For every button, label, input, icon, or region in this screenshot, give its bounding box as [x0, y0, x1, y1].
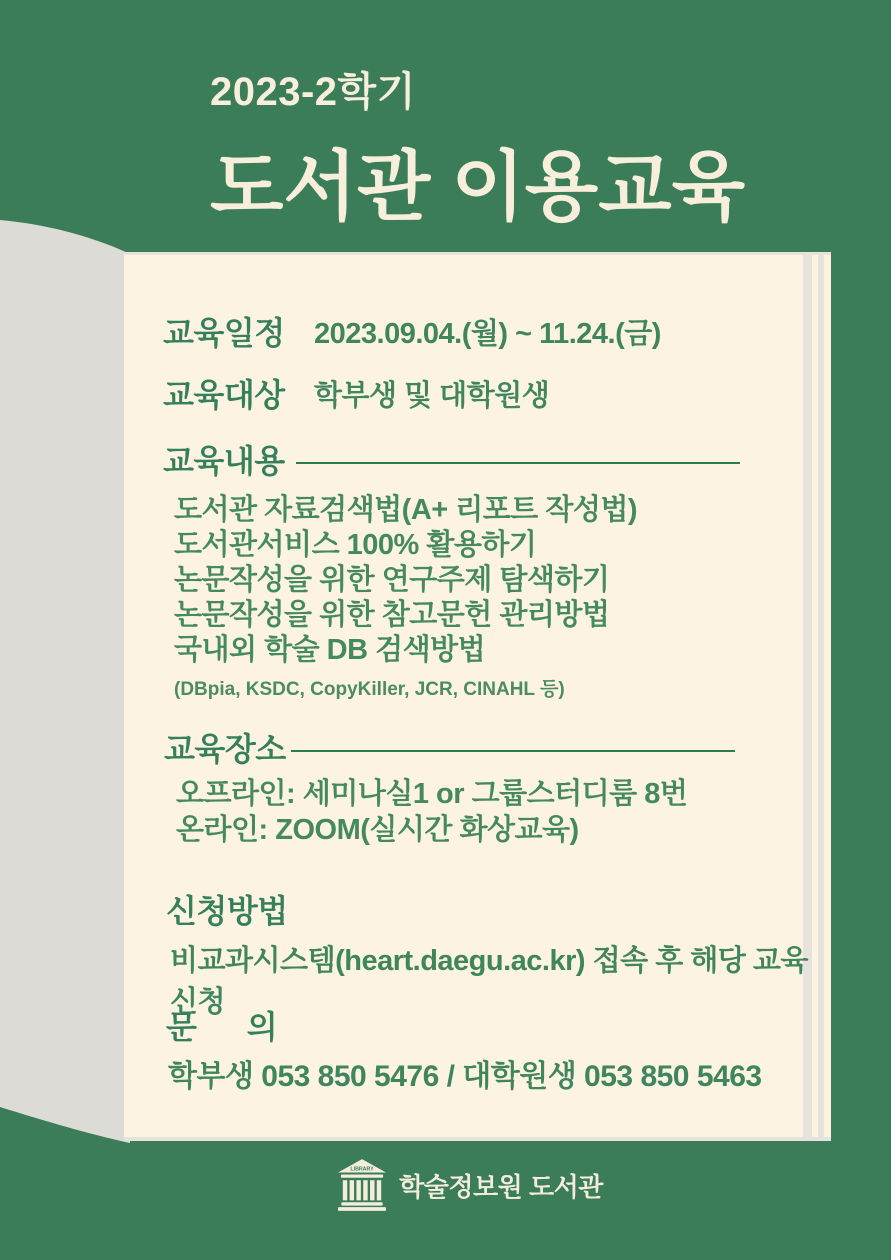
semester-label: 2023-2학기	[210, 70, 416, 114]
place-section-label: 교육장소	[164, 731, 286, 767]
audience-value: 학부생 및 대학원생	[314, 380, 550, 412]
content-item: 국내외 학술 DB 검색방법	[174, 634, 486, 666]
place-section-rule	[291, 750, 735, 752]
content-section-label: 교육내용	[163, 443, 285, 479]
apply-section-label: 신청방법	[166, 893, 288, 929]
content-item: 도서관서비스 100% 활용하기	[174, 529, 537, 561]
inquiry-phone-numbers: 학부생 053 850 5476 / 대학원생 053 850 5463	[168, 1060, 762, 1093]
place-item: 온라인: ZOOM(실시간 화상교육)	[176, 814, 579, 846]
page-edge-bottom	[124, 1137, 831, 1141]
poster-title: 도서관 이용교육	[210, 145, 746, 230]
schedule-label: 교육일정	[163, 315, 285, 351]
content-item: 논문작성을 위한 참고문헌 관리방법	[174, 599, 610, 631]
organization-name: 학술정보원 도서관	[399, 1171, 603, 1202]
content-db-note: (DBpia, KSDC, CopyKiller, JCR, CINAHL 등)	[174, 679, 565, 700]
library-icon-pediment-text: LIBRARY	[350, 1166, 374, 1173]
content-section-rule	[296, 462, 740, 464]
open-book-left-page	[0, 210, 130, 1145]
content-item: 논문작성을 위한 연구주제 탐색하기	[174, 564, 610, 596]
content-item: 도서관 자료검색법(A+ 리포트 작성법)	[174, 494, 638, 526]
apply-value: 비교과시스템(heart.daegu.ac.kr) 접속 후 해당 교육 신청	[170, 945, 808, 1018]
audience-label: 교육대상	[163, 377, 285, 413]
content-item-list	[174, 493, 637, 701]
library-building-icon	[338, 1158, 386, 1212]
place-item-list	[176, 776, 687, 848]
schedule-value: 2023.09.04.(월) ~ 11.24.(금)	[314, 318, 661, 350]
footer	[25, 1158, 891, 1212]
place-item: 오프라인: 세미나실1 or 그룹스터디룸 8번	[176, 778, 688, 810]
book-page-card	[124, 252, 831, 1141]
inquiry-section-label: 문 의	[166, 1009, 278, 1045]
page-edge-top	[124, 252, 831, 255]
